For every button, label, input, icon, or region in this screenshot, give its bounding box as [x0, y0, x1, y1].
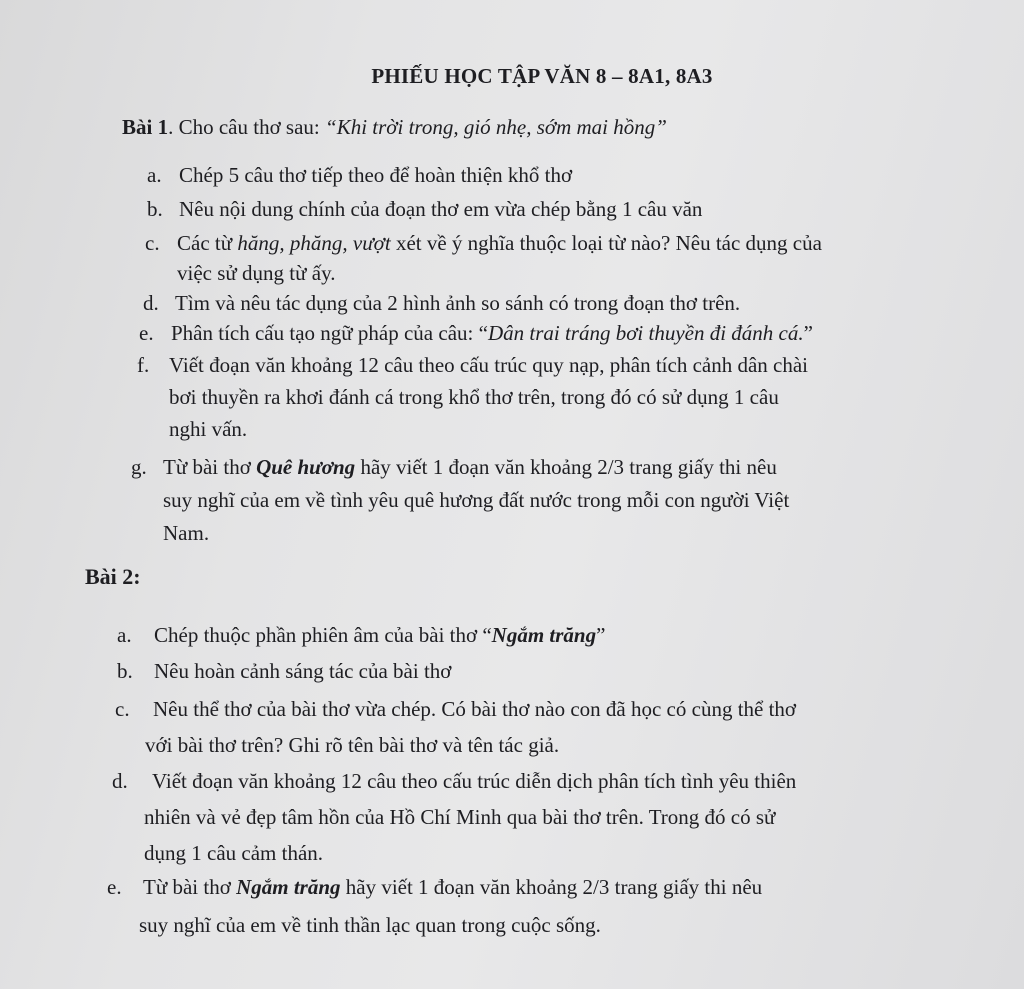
item-italic-words: hăng, phăng, vượt: [237, 231, 391, 255]
item-poem-title: Ngắm trăng: [236, 875, 341, 899]
item-text-pre: Từ bài thơ: [143, 875, 237, 899]
item-continuation: Nam.: [163, 521, 210, 545]
item-text: Nêu hoàn cảnh sáng tác của bài thơ: [154, 659, 452, 683]
bai1-label: Bài 1: [122, 115, 169, 139]
item-text-pre: Từ bài thơ: [163, 455, 257, 479]
item-continuation: suy nghĩ của em về tình yêu quê hương đất nước trong mỗi con người Việt: [163, 488, 790, 512]
item-marker: e.: [107, 875, 122, 899]
item-continuation: nghi vấn.: [169, 417, 248, 441]
item-marker: c.: [145, 231, 160, 255]
item-marker: d.: [143, 291, 159, 315]
item-text: [163, 452, 777, 483]
item-continuation: dụng 1 câu cảm thán.: [144, 841, 324, 865]
item-poem-title: Quê hương: [256, 455, 356, 479]
item-text-post: hãy viết 1 đoạn văn khoảng 2/3 trang giấy thi nêu: [340, 875, 763, 899]
item-continuation: việc sử dụng từ ấy.: [177, 261, 336, 285]
item-text: [171, 318, 813, 349]
item-text: [154, 620, 605, 651]
item-text-pre: Các từ: [177, 231, 238, 255]
item-poem-title: Ngắm trăng: [491, 623, 597, 647]
item-marker: a.: [147, 163, 162, 187]
item-text: Chép 5 câu thơ tiếp theo để hoàn thiện khổ thơ: [179, 163, 573, 187]
item-text-pre: Phân tích cấu tạo ngữ pháp của câu: “: [171, 321, 488, 345]
item-continuation: bơi thuyền ra khơi đánh cá trong khổ thơ trên, trong đó có sử dụng 1 câu: [169, 385, 779, 409]
item-marker: a.: [117, 623, 132, 647]
item-text: Nêu nội dung chính của đoạn thơ em vừa chép bằng 1 câu văn: [179, 197, 703, 221]
bai1-intro: [122, 112, 667, 142]
item-marker: g.: [131, 455, 147, 479]
item-text: [143, 872, 762, 903]
item-text: Viết đoạn văn khoảng 12 câu theo cấu trúc quy nạp, phân tích cảnh dân chài: [169, 353, 809, 377]
item-continuation: với bài thơ trên? Ghi rõ tên bài thơ và tên tác giả.: [145, 733, 560, 757]
item-italic-words: Dân trai tráng bơi thuyền đi đánh cá.: [487, 321, 804, 345]
item-marker: b.: [147, 197, 163, 221]
item-continuation: nhiên và vẻ đẹp tâm hồn của Hồ Chí Minh qua bài thơ trên. Trong đó có sử: [144, 805, 776, 829]
item-marker: e.: [139, 321, 154, 345]
bai1-intro-text: . Cho câu thơ sau:: [168, 115, 326, 139]
item-text-post: ”: [596, 623, 606, 647]
item-text-post: ”: [803, 321, 813, 345]
item-text: Tìm và nêu tác dụng của 2 hình ảnh so sánh có trong đoạn thơ trên.: [175, 291, 741, 315]
item-marker: f.: [137, 353, 150, 377]
item-marker: d.: [112, 769, 128, 793]
item-marker: c.: [115, 697, 130, 721]
item-text: [177, 228, 822, 259]
bai2-heading: Bài 2:: [85, 564, 141, 589]
item-text-post: hãy viết 1 đoạn văn khoảng 2/3 trang giấy thi nêu: [355, 455, 777, 479]
item-text-pre: Chép thuộc phần phiên âm của bài thơ “: [154, 623, 492, 647]
item-text: Viết đoạn văn khoảng 12 câu theo cấu trúc diễn dịch phân tích tình yêu thiên: [152, 769, 797, 793]
item-continuation: suy nghĩ của em về tinh thần lạc quan trong cuộc sống.: [139, 913, 601, 937]
bai1-quote: “Khi trời trong, gió nhẹ, sớm mai hồng”: [325, 115, 667, 139]
worksheet-title: PHIẾU HỌC TẬP VĂN 8 – 8A1, 8A3: [371, 64, 713, 88]
item-marker: b.: [117, 659, 133, 683]
item-text: Nêu thể thơ của bài thơ vừa chép. Có bài thơ nào con đã học có cùng thể thơ: [153, 697, 797, 721]
item-text-post: xét về ý nghĩa thuộc loại từ nào? Nêu tác dụng của: [390, 231, 822, 255]
